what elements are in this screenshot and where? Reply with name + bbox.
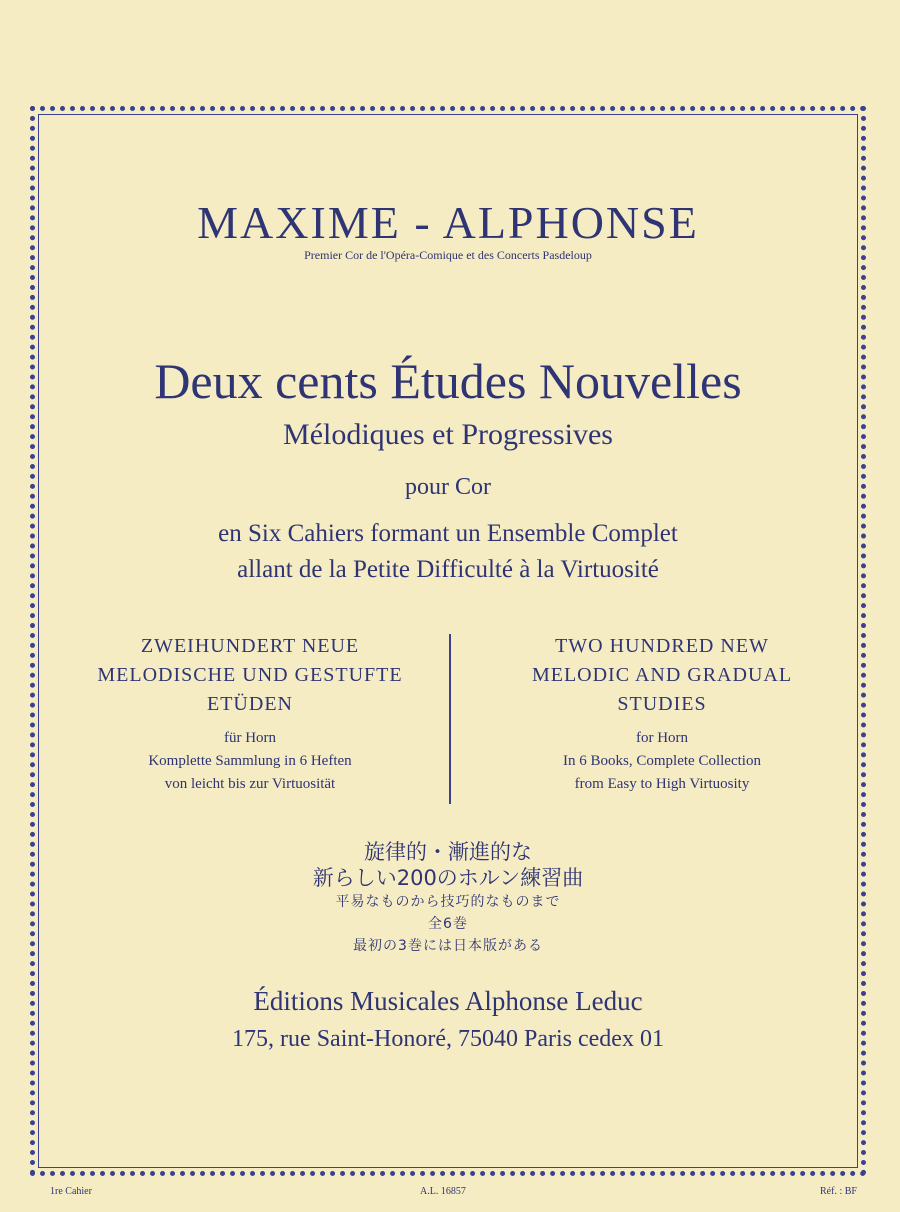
work-title: Deux cents Études Nouvelles [154,353,742,409]
plate-number: A.L. 16857 [420,1186,466,1197]
german-line-4: für Horn [223,730,277,746]
english-line-2: MELODIC AND GRADUAL [531,664,793,686]
english-line-5: In 6 Books, Complete Collection [563,753,761,769]
english-line-3: STUDIES [617,693,707,715]
german-line-5: Komplette Sammlung in 6 Heften [148,753,352,769]
work-subtitle: Mélodiques et Progressives [283,418,613,451]
reference-code: Réf. : BF [820,1186,857,1197]
english-line-4: for Horn [635,730,689,746]
german-title-block [60,632,440,796]
publisher-name: Éditions Musicales Alphonse Leduc [253,986,643,1016]
german-line-3: ETÜDEN [207,693,293,715]
description-line-2: allant de la Petite Difficulté à la Virtuosité [237,556,659,583]
japanese-line-5: 最初の3巻には日本版がある [353,938,543,954]
volume-label: 1re Cahier [50,1186,92,1197]
english-line-1: TWO HUNDRED NEW [555,635,769,657]
german-line-2: MELODISCHE UND GESTUFTE [97,664,403,686]
composer-name: MAXIME - ALPHONSE [197,197,699,248]
japanese-line-3: 平易なものから技巧的なものまで [335,894,561,910]
german-line-6: von leicht bis zur Virtuosität [164,776,336,792]
japanese-line-4: 全6巻 [428,916,468,932]
column-divider [449,634,451,804]
publisher-address: 175, rue Saint-Honoré, 75040 Paris cedex 01 [232,1026,664,1052]
german-line-1: ZWEIHUNDERT NEUE [140,635,360,657]
composer-subtitle: Premier Cor de l'Opéra-Comique et des Concerts Pasdeloup [304,248,592,262]
instrument-label: pour Cor [405,474,491,500]
english-title-block [462,632,862,796]
english-line-6: from Easy to High Virtuosity [574,776,750,792]
description-line-1: en Six Cahiers formant un Ensemble Complet [218,520,678,547]
japanese-line-1: 旋律的・漸進的な [364,840,532,864]
japanese-line-2: 新らしい200のホルン練習曲 [312,866,584,890]
